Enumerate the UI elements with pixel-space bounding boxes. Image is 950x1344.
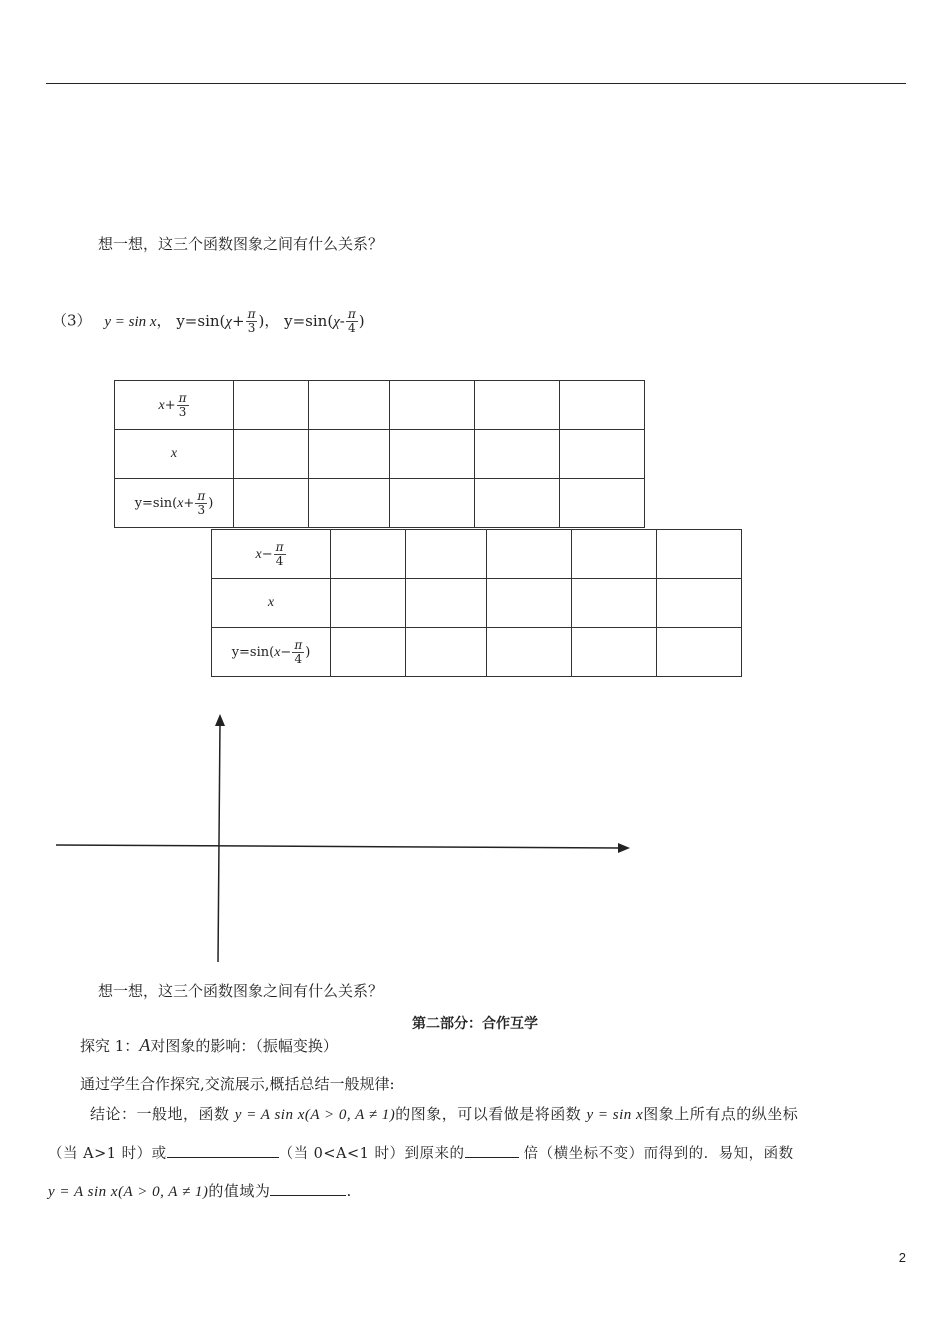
table-row — [115, 430, 645, 479]
input-cell[interactable] — [657, 628, 742, 677]
input-cell[interactable] — [331, 530, 406, 579]
row-header-x-plus-pi-3: x+ $\frac{\pi}{3}$ — [115, 381, 234, 430]
input-cell[interactable] — [331, 579, 406, 628]
input-cell[interactable] — [572, 579, 657, 628]
x-axis-arrow-icon — [618, 843, 630, 853]
blank-shrink[interactable] — [167, 1143, 279, 1158]
input-cell[interactable] — [406, 628, 487, 677]
input-cell[interactable] — [487, 579, 572, 628]
function-3: y=sin(χ- $\frac{\pi}{4}$ ) — [284, 307, 365, 335]
input-cell[interactable] — [487, 530, 572, 579]
row-header-x-minus-pi-4: x− $\frac{\pi}{4}$ — [212, 530, 331, 579]
input-cell[interactable] — [560, 479, 645, 528]
formula-amplitude: y = A sin x(A > 0, A ≠ 1) — [234, 1107, 396, 1123]
conclusion-line-3: y = A sin x(A > 0, A ≠ 1)的值域为 . — [48, 1182, 352, 1200]
input-cell[interactable] — [572, 530, 657, 579]
x-axis — [56, 845, 620, 848]
explore-1 — [80, 1035, 338, 1056]
formula-sin: y = sin x — [586, 1107, 644, 1123]
conclusion-line-2: （当 A>1 时）或 （当 0<A<1 时）到原来的 倍（横坐标不变）而得到的．易知，函数 — [48, 1142, 906, 1163]
input-cell[interactable] — [234, 381, 309, 430]
blank-range[interactable] — [270, 1181, 346, 1196]
input-cell[interactable] — [475, 479, 560, 528]
input-cell[interactable] — [657, 579, 742, 628]
separator: ， — [156, 311, 172, 330]
table-row — [115, 479, 645, 528]
input-cell[interactable] — [487, 628, 572, 677]
input-cell[interactable] — [406, 530, 487, 579]
table-shift-left — [114, 380, 645, 528]
y-axis — [218, 722, 220, 962]
part3-functions — [52, 308, 365, 335]
input-cell[interactable] — [572, 628, 657, 677]
input-cell[interactable] — [657, 530, 742, 579]
input-cell[interactable] — [560, 430, 645, 479]
explore-label: 探究 1： — [80, 1037, 140, 1055]
row-header-x: x — [115, 430, 234, 479]
input-cell[interactable] — [406, 579, 487, 628]
conclusion-line-1: 结论：一般地，函数 y = A sin x(A > 0, A ≠ 1)的图象，可以看做是将函数 y = sin x图象上所有点的纵坐标 — [90, 1105, 799, 1123]
input-cell[interactable] — [234, 479, 309, 528]
input-cell[interactable] — [475, 430, 560, 479]
function-1: y = sin x — [104, 313, 157, 330]
input-cell[interactable] — [390, 479, 475, 528]
input-cell[interactable] — [390, 430, 475, 479]
part3-label: （3） — [52, 311, 92, 330]
formula-amplitude: y = A sin x(A > 0, A ≠ 1) — [48, 1184, 209, 1200]
function-2: y=sin(χ+ $\frac{\pi}{3}$ ) — [176, 307, 265, 335]
row-header-y: y=sin(x+ $\frac{\pi}{3}$ ) — [115, 479, 234, 528]
method-text: 通过学生合作探究,交流展示,概括总结一般规律: — [80, 1075, 395, 1093]
header-rule — [46, 83, 906, 84]
input-cell[interactable] — [390, 381, 475, 430]
question-think-2: 想一想，这三个函数图象之间有什么关系？ — [98, 982, 384, 1000]
input-cell[interactable] — [234, 430, 309, 479]
row-header-x: x — [212, 579, 331, 628]
table-row — [212, 628, 742, 677]
explore-description: 对图象的影响：（振幅变换） — [150, 1037, 338, 1055]
table-shift-right — [211, 529, 742, 677]
separator: ， — [264, 311, 280, 330]
input-cell[interactable] — [309, 479, 390, 528]
coordinate-axes — [0, 700, 950, 970]
table-row — [115, 381, 645, 430]
input-cell[interactable] — [560, 381, 645, 430]
table-row — [212, 579, 742, 628]
row-header-y: y=sin(x− $\frac{\pi}{4}$ ) — [212, 628, 331, 677]
question-think-1: 想一想，这三个函数图象之间有什么关系？ — [98, 235, 384, 253]
y-axis-arrow-icon — [215, 714, 225, 726]
page-number: 2 — [898, 1250, 906, 1265]
blank-multiple[interactable] — [465, 1143, 519, 1158]
amplitude-var: A — [139, 1035, 151, 1055]
input-cell[interactable] — [331, 628, 406, 677]
input-cell[interactable] — [475, 381, 560, 430]
table-row — [212, 530, 742, 579]
input-cell[interactable] — [309, 430, 390, 479]
input-cell[interactable] — [309, 381, 390, 430]
section-title: 第二部分：合作互学 — [412, 1016, 538, 1032]
